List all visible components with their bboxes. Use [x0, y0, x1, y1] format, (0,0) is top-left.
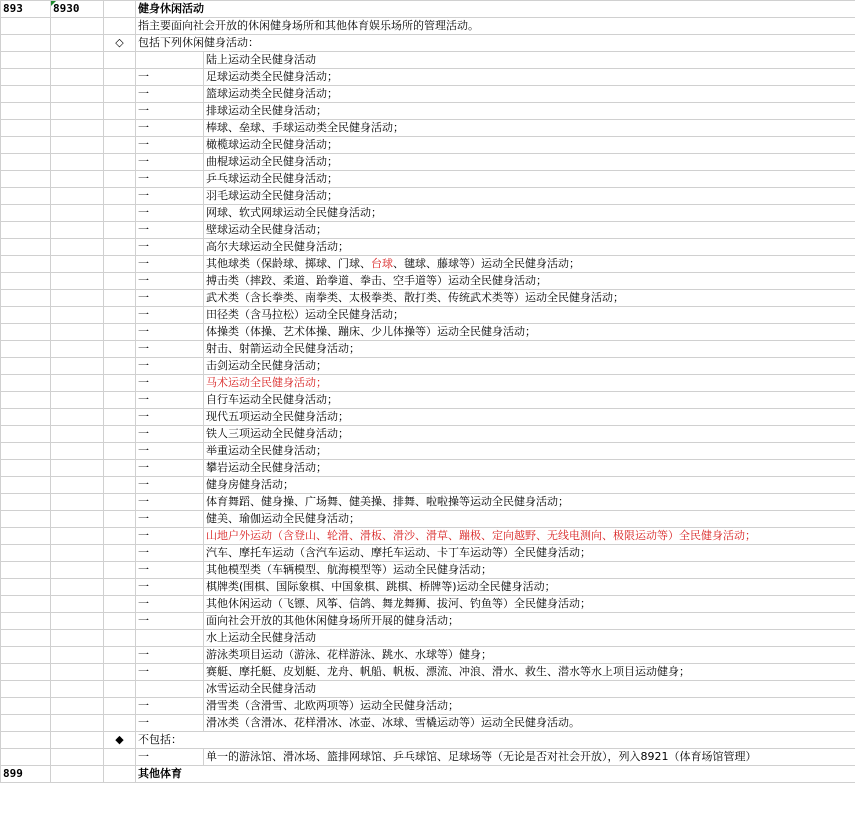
empty-cell[interactable]: [1, 443, 51, 460]
table-row-item: [1, 86, 855, 103]
item-text-cell[interactable]: 壁球运动全民健身活动；: [204, 222, 855, 239]
dash-cell[interactable]: 一: [136, 375, 204, 392]
dash-cell[interactable]: 一: [136, 494, 204, 511]
table-row-item: [1, 477, 855, 494]
empty-cell[interactable]: [104, 545, 136, 562]
empty-cell[interactable]: [51, 171, 104, 188]
empty-cell[interactable]: [104, 239, 136, 256]
table-row-item: [1, 137, 855, 154]
empty-cell[interactable]: [1, 511, 51, 528]
item-text-cell[interactable]: 射击、射箭运动全民健身活动；: [204, 341, 855, 358]
table-row-item: [1, 460, 855, 477]
include-header-cell[interactable]: 包括下列休闲健身活动：: [136, 35, 855, 52]
empty-cell[interactable]: [51, 511, 104, 528]
empty-cell[interactable]: [1, 732, 51, 749]
empty-cell[interactable]: [104, 154, 136, 171]
empty-cell[interactable]: [104, 86, 136, 103]
empty-cell[interactable]: [1, 137, 51, 154]
dash-cell[interactable]: 一: [136, 120, 204, 137]
item-text-cell[interactable]: 健身房健身活动；: [204, 477, 855, 494]
table-row-item: [1, 698, 855, 715]
table-row-class-893: [1, 1, 855, 18]
empty-cell[interactable]: [104, 477, 136, 494]
empty-cell[interactable]: [51, 239, 104, 256]
empty-cell[interactable]: [51, 154, 104, 171]
empty-cell[interactable]: [51, 103, 104, 120]
table-row-item: [1, 256, 855, 273]
dash-cell[interactable]: 一: [136, 647, 204, 664]
empty-cell[interactable]: [1, 188, 51, 205]
class-title-cell[interactable]: 健身休闲活动: [136, 1, 855, 18]
table-row-item: [1, 239, 855, 256]
group-title-cell[interactable]: 水上运动全民健身活动: [204, 630, 855, 647]
item-text-cell[interactable]: 棒球、垒球、手球运动类全民健身活动；: [204, 120, 855, 137]
table-row-item: [1, 511, 855, 528]
empty-cell[interactable]: [136, 681, 204, 698]
empty-cell[interactable]: [1, 307, 51, 324]
empty-cell[interactable]: [51, 426, 104, 443]
table-row-item: [1, 562, 855, 579]
table-row-item: [1, 579, 855, 596]
dash-cell[interactable]: 一: [136, 103, 204, 120]
empty-cell[interactable]: [1, 409, 51, 426]
table-row-item: [1, 69, 855, 86]
empty-cell[interactable]: [1, 52, 51, 69]
table-row-class-899: [1, 766, 855, 783]
empty-cell[interactable]: [104, 120, 136, 137]
empty-cell[interactable]: [1, 613, 51, 630]
empty-cell[interactable]: [1, 239, 51, 256]
table-row-group-ice: [1, 681, 855, 698]
empty-cell[interactable]: [104, 290, 136, 307]
empty-cell[interactable]: [51, 307, 104, 324]
item-text-cell[interactable]: 举重运动全民健身活动；: [204, 443, 855, 460]
empty-cell[interactable]: [1, 647, 51, 664]
dash-cell[interactable]: 一: [136, 426, 204, 443]
item-text-cell[interactable]: 网球、软式网球运动全民健身活动；: [204, 205, 855, 222]
item-text-cell[interactable]: 汽车、摩托车运动（含汽车运动、摩托车运动、卡丁车运动等）全民健身活动；: [204, 545, 855, 562]
empty-cell[interactable]: [51, 273, 104, 290]
item-text-cell[interactable]: 赛艇、摩托艇、皮划艇、龙舟、帆船、帆板、漂流、冲浪、滑水、救生、潜水等水上项目运动健身；: [204, 664, 855, 681]
table-row-item: [1, 443, 855, 460]
empty-cell[interactable]: [104, 511, 136, 528]
dash-cell[interactable]: 一: [136, 222, 204, 239]
empty-cell[interactable]: [51, 86, 104, 103]
table-row-description: [1, 18, 855, 35]
empty-cell[interactable]: [104, 52, 136, 69]
dash-cell[interactable]: 一: [136, 528, 204, 545]
empty-cell[interactable]: [1, 18, 51, 35]
empty-cell[interactable]: [104, 528, 136, 545]
item-text-cell[interactable]: 足球运动类全民健身活动；: [204, 69, 855, 86]
empty-cell[interactable]: [104, 205, 136, 222]
item-text-highlight: 台球: [371, 257, 393, 270]
table-row-item: [1, 171, 855, 188]
empty-cell[interactable]: [51, 630, 104, 647]
empty-cell[interactable]: [104, 460, 136, 477]
empty-cell[interactable]: [104, 630, 136, 647]
item-text-cell[interactable]: 搏击类（摔跤、柔道、跆拳道、拳击、空手道等）运动全民健身活动；: [204, 273, 855, 290]
empty-cell[interactable]: [51, 222, 104, 239]
empty-cell[interactable]: [1, 528, 51, 545]
item-text-cell[interactable]: 曲棍球运动全民健身活动；: [204, 154, 855, 171]
item-text-cell[interactable]: 山地户外运动（含登山、轮滑、滑板、滑沙、滑草、蹦极、定向越野、无线电测向、极限运动等）全民健身活动；: [204, 528, 855, 545]
empty-cell[interactable]: [1, 681, 51, 698]
empty-cell[interactable]: [51, 766, 104, 783]
empty-cell[interactable]: [1, 154, 51, 171]
empty-cell[interactable]: [51, 205, 104, 222]
empty-cell[interactable]: [1, 494, 51, 511]
empty-cell[interactable]: [51, 120, 104, 137]
dash-cell[interactable]: 一: [136, 324, 204, 341]
empty-cell[interactable]: [51, 460, 104, 477]
dash-cell[interactable]: 一: [136, 188, 204, 205]
empty-cell[interactable]: [104, 664, 136, 681]
empty-cell[interactable]: [1, 205, 51, 222]
empty-cell[interactable]: [51, 545, 104, 562]
table-row-item: [1, 596, 855, 613]
table-row-item: [1, 324, 855, 341]
item-text-cell[interactable]: 铁人三项运动全民健身活动；: [204, 426, 855, 443]
table-row-item: [1, 188, 855, 205]
dash-cell[interactable]: 一: [136, 69, 204, 86]
empty-cell[interactable]: [51, 596, 104, 613]
table-row-item: [1, 409, 855, 426]
empty-cell[interactable]: [104, 562, 136, 579]
empty-cell[interactable]: [1, 375, 51, 392]
dash-cell[interactable]: 一: [136, 256, 204, 273]
dash-cell[interactable]: 一: [136, 239, 204, 256]
empty-cell[interactable]: [51, 698, 104, 715]
class-code-cell[interactable]: 899: [1, 766, 51, 783]
empty-cell[interactable]: [51, 375, 104, 392]
empty-cell[interactable]: [1, 273, 51, 290]
empty-cell[interactable]: [1, 545, 51, 562]
item-text-cell[interactable]: 击剑运动全民健身活动；: [204, 358, 855, 375]
table-row-exclude-header: [1, 732, 855, 749]
item-text-cell[interactable]: 马术运动全民健身活动；: [204, 375, 855, 392]
item-text-cell[interactable]: 现代五项运动全民健身活动；: [204, 409, 855, 426]
empty-cell[interactable]: [1, 171, 51, 188]
dash-cell[interactable]: 一: [136, 664, 204, 681]
item-text-cell[interactable]: 棋牌类(围棋、国际象棋、中国象棋、跳棋、桥牌等)运动全民健身活动；: [204, 579, 855, 596]
dash-cell[interactable]: 一: [136, 749, 204, 766]
dash-cell[interactable]: 一: [136, 545, 204, 562]
item-text-cell[interactable]: 其他模型类（车辆模型、航海模型等）运动全民健身活动；: [204, 562, 855, 579]
empty-cell[interactable]: [1, 103, 51, 120]
empty-cell[interactable]: [1, 596, 51, 613]
exclude-header-cell[interactable]: 不包括：: [136, 732, 855, 749]
table-row-item: [1, 392, 855, 409]
item-text-part: 、毽球、藤球等）运动全民健身活动；: [393, 257, 580, 270]
empty-cell[interactable]: [51, 494, 104, 511]
dash-cell[interactable]: 一: [136, 715, 204, 732]
dash-cell[interactable]: 一: [136, 307, 204, 324]
class-title-cell[interactable]: 其他体育: [136, 766, 855, 783]
empty-cell[interactable]: [104, 69, 136, 86]
empty-cell[interactable]: [51, 409, 104, 426]
table-row-item: [1, 273, 855, 290]
item-text-cell[interactable]: 其他休闲运动（飞镖、风筝、信鸽、舞龙舞狮、拔河、钓鱼等）全民健身活动；: [204, 596, 855, 613]
empty-cell[interactable]: [1, 69, 51, 86]
dash-cell[interactable]: 一: [136, 205, 204, 222]
dash-cell[interactable]: 一: [136, 154, 204, 171]
dash-cell[interactable]: 一: [136, 358, 204, 375]
item-text-cell[interactable]: [204, 256, 855, 273]
empty-cell[interactable]: [104, 494, 136, 511]
empty-cell[interactable]: [51, 613, 104, 630]
empty-cell[interactable]: [104, 443, 136, 460]
empty-cell[interactable]: [51, 579, 104, 596]
empty-cell[interactable]: [1, 579, 51, 596]
empty-cell[interactable]: [1, 664, 51, 681]
empty-cell[interactable]: [1, 698, 51, 715]
empty-cell[interactable]: [51, 528, 104, 545]
dash-cell[interactable]: 一: [136, 409, 204, 426]
dash-cell[interactable]: 一: [136, 511, 204, 528]
empty-cell[interactable]: [104, 715, 136, 732]
dash-cell[interactable]: 一: [136, 392, 204, 409]
empty-cell[interactable]: [1, 222, 51, 239]
item-text-cell[interactable]: 体操类（体操、艺术体操、蹦床、少儿体操等）运动全民健身活动；: [204, 324, 855, 341]
empty-cell[interactable]: [51, 562, 104, 579]
empty-cell[interactable]: [104, 256, 136, 273]
item-text-cell[interactable]: 排球运动全民健身活动；: [204, 103, 855, 120]
empty-cell[interactable]: [104, 596, 136, 613]
empty-cell[interactable]: [1, 120, 51, 137]
dash-cell[interactable]: 一: [136, 698, 204, 715]
empty-cell[interactable]: [104, 647, 136, 664]
empty-cell[interactable]: [51, 749, 104, 766]
empty-cell[interactable]: [104, 426, 136, 443]
item-text-cell[interactable]: 健美、瑜伽运动全民健身活动；: [204, 511, 855, 528]
dash-cell[interactable]: 一: [136, 273, 204, 290]
table-row-item: [1, 647, 855, 664]
table-row-item: [1, 358, 855, 375]
table-row-item: [1, 307, 855, 324]
empty-cell[interactable]: [1, 477, 51, 494]
table-row-item: [1, 205, 855, 222]
empty-cell[interactable]: [1, 256, 51, 273]
empty-cell[interactable]: [104, 392, 136, 409]
table-row-include-header: [1, 35, 855, 52]
table-row-item: [1, 545, 855, 562]
table-row-item: [1, 715, 855, 732]
empty-cell[interactable]: [1, 290, 51, 307]
item-text-cell[interactable]: 游泳类项目运动（游泳、花样游泳、跳水、水球等）健身；: [204, 647, 855, 664]
empty-cell[interactable]: [1, 86, 51, 103]
empty-cell[interactable]: [104, 1, 136, 18]
item-text-cell[interactable]: 滑冰类（含滑冰、花样滑冰、冰壶、冰球、雪橇运动等）运动全民健身活动。: [204, 715, 855, 732]
include-bullet-icon[interactable]: ◇: [104, 35, 136, 52]
item-text-cell[interactable]: 羽毛球运动全民健身活动；: [204, 188, 855, 205]
empty-cell[interactable]: [1, 715, 51, 732]
empty-cell[interactable]: [1, 460, 51, 477]
empty-cell[interactable]: [104, 222, 136, 239]
item-text-cell[interactable]: 高尔夫球运动全民健身活动；: [204, 239, 855, 256]
empty-cell[interactable]: [104, 766, 136, 783]
empty-cell[interactable]: [104, 409, 136, 426]
empty-cell[interactable]: [51, 392, 104, 409]
item-text-cell[interactable]: 篮球运动类全民健身活动；: [204, 86, 855, 103]
empty-cell[interactable]: [104, 613, 136, 630]
empty-cell[interactable]: [51, 664, 104, 681]
empty-cell[interactable]: [51, 52, 104, 69]
item-text-cell[interactable]: 田径类（含马拉松）运动全民健身活动；: [204, 307, 855, 324]
item-text-cell[interactable]: 武术类（含长拳类、南拳类、太极拳类、散打类、传统武术类等）运动全民健身活动；: [204, 290, 855, 307]
class-code-cell[interactable]: 893: [1, 1, 51, 18]
item-text-cell[interactable]: 橄榄球运动全民健身活动；: [204, 137, 855, 154]
table-row-item: [1, 290, 855, 307]
empty-cell[interactable]: [51, 443, 104, 460]
empty-cell[interactable]: [104, 307, 136, 324]
empty-cell[interactable]: [136, 52, 204, 69]
table-row-item: [1, 103, 855, 120]
table-row-item: [1, 528, 855, 545]
item-text-cell[interactable]: 面向社会开放的其他休闲健身场所开展的健身活动；: [204, 613, 855, 630]
item-text-part: 其他球类（保龄球、掷球、门球、: [206, 257, 371, 270]
empty-cell[interactable]: [1, 35, 51, 52]
item-text-cell[interactable]: 攀岩运动全民健身活动；: [204, 460, 855, 477]
table-row-item: [1, 375, 855, 392]
empty-cell[interactable]: [51, 477, 104, 494]
empty-cell[interactable]: [104, 375, 136, 392]
empty-cell[interactable]: [51, 358, 104, 375]
empty-cell[interactable]: [1, 562, 51, 579]
dash-cell[interactable]: 一: [136, 290, 204, 307]
empty-cell[interactable]: [136, 630, 204, 647]
cell-marker-icon: [51, 1, 56, 6]
item-text-cell[interactable]: 单一的游泳馆、滑冰场、篮排网球馆、乒乓球馆、足球场等（无论是否对社会开放），列入8921（体育场馆管理）: [204, 749, 855, 766]
table-row-group-water: [1, 630, 855, 647]
empty-cell[interactable]: [104, 273, 136, 290]
dash-cell[interactable]: 一: [136, 613, 204, 630]
empty-cell[interactable]: [1, 392, 51, 409]
dash-cell[interactable]: 一: [136, 596, 204, 613]
empty-cell[interactable]: [51, 715, 104, 732]
subclass-code-cell[interactable]: 8930: [51, 1, 104, 18]
empty-cell[interactable]: [51, 69, 104, 86]
item-text-cell[interactable]: 滑雪类（含滑雪、北欧两项等）运动全民健身活动；: [204, 698, 855, 715]
item-text-cell[interactable]: 自行车运动全民健身活动；: [204, 392, 855, 409]
group-title-cell[interactable]: 冰雪运动全民健身活动: [204, 681, 855, 698]
empty-cell[interactable]: [51, 647, 104, 664]
table-row-item: [1, 426, 855, 443]
empty-cell[interactable]: [104, 324, 136, 341]
empty-cell[interactable]: [104, 188, 136, 205]
table-row-item: [1, 154, 855, 171]
item-text-cell[interactable]: 乒乓球运动全民健身活动；: [204, 171, 855, 188]
empty-cell[interactable]: [1, 426, 51, 443]
empty-cell[interactable]: [51, 137, 104, 154]
empty-cell[interactable]: [51, 324, 104, 341]
table-row-exclude-item: [1, 749, 855, 766]
group-title-cell[interactable]: 陆上运动全民健身活动: [204, 52, 855, 69]
description-cell[interactable]: 指主要面向社会开放的休闲健身场所和其他体育娱乐场所的管理活动。: [136, 18, 855, 35]
empty-cell[interactable]: [104, 18, 136, 35]
empty-cell[interactable]: [104, 698, 136, 715]
empty-cell[interactable]: [51, 341, 104, 358]
empty-cell[interactable]: [1, 324, 51, 341]
empty-cell[interactable]: [104, 103, 136, 120]
empty-cell[interactable]: [104, 358, 136, 375]
table-row-group-land: [1, 52, 855, 69]
empty-cell[interactable]: [1, 749, 51, 766]
empty-cell[interactable]: [51, 256, 104, 273]
dash-cell[interactable]: 一: [136, 579, 204, 596]
empty-cell[interactable]: [51, 35, 104, 52]
dash-cell[interactable]: 一: [136, 86, 204, 103]
empty-cell[interactable]: [51, 681, 104, 698]
table-row-item: [1, 120, 855, 137]
empty-cell[interactable]: [51, 188, 104, 205]
empty-cell[interactable]: [104, 137, 136, 154]
exclude-bullet-icon[interactable]: ◆: [104, 732, 136, 749]
empty-cell[interactable]: [104, 749, 136, 766]
empty-cell[interactable]: [51, 290, 104, 307]
empty-cell[interactable]: [104, 579, 136, 596]
table-row-item: [1, 341, 855, 358]
item-text-cell[interactable]: 体育舞蹈、健身操、广场舞、健美操、排舞、啦啦操等运动全民健身活动；: [204, 494, 855, 511]
empty-cell[interactable]: [51, 732, 104, 749]
dash-cell[interactable]: 一: [136, 443, 204, 460]
empty-cell[interactable]: [104, 681, 136, 698]
empty-cell[interactable]: [1, 341, 51, 358]
dash-cell[interactable]: 一: [136, 562, 204, 579]
dash-cell[interactable]: 一: [136, 460, 204, 477]
empty-cell[interactable]: [51, 18, 104, 35]
dash-cell[interactable]: 一: [136, 477, 204, 494]
dash-cell[interactable]: 一: [136, 171, 204, 188]
dash-cell[interactable]: 一: [136, 341, 204, 358]
empty-cell[interactable]: [104, 171, 136, 188]
table-row-item: [1, 664, 855, 681]
dash-cell[interactable]: 一: [136, 137, 204, 154]
empty-cell[interactable]: [1, 630, 51, 647]
table-row-item: [1, 494, 855, 511]
table-row-item: [1, 613, 855, 630]
empty-cell[interactable]: [1, 358, 51, 375]
table-row-item: [1, 222, 855, 239]
empty-cell[interactable]: [104, 341, 136, 358]
